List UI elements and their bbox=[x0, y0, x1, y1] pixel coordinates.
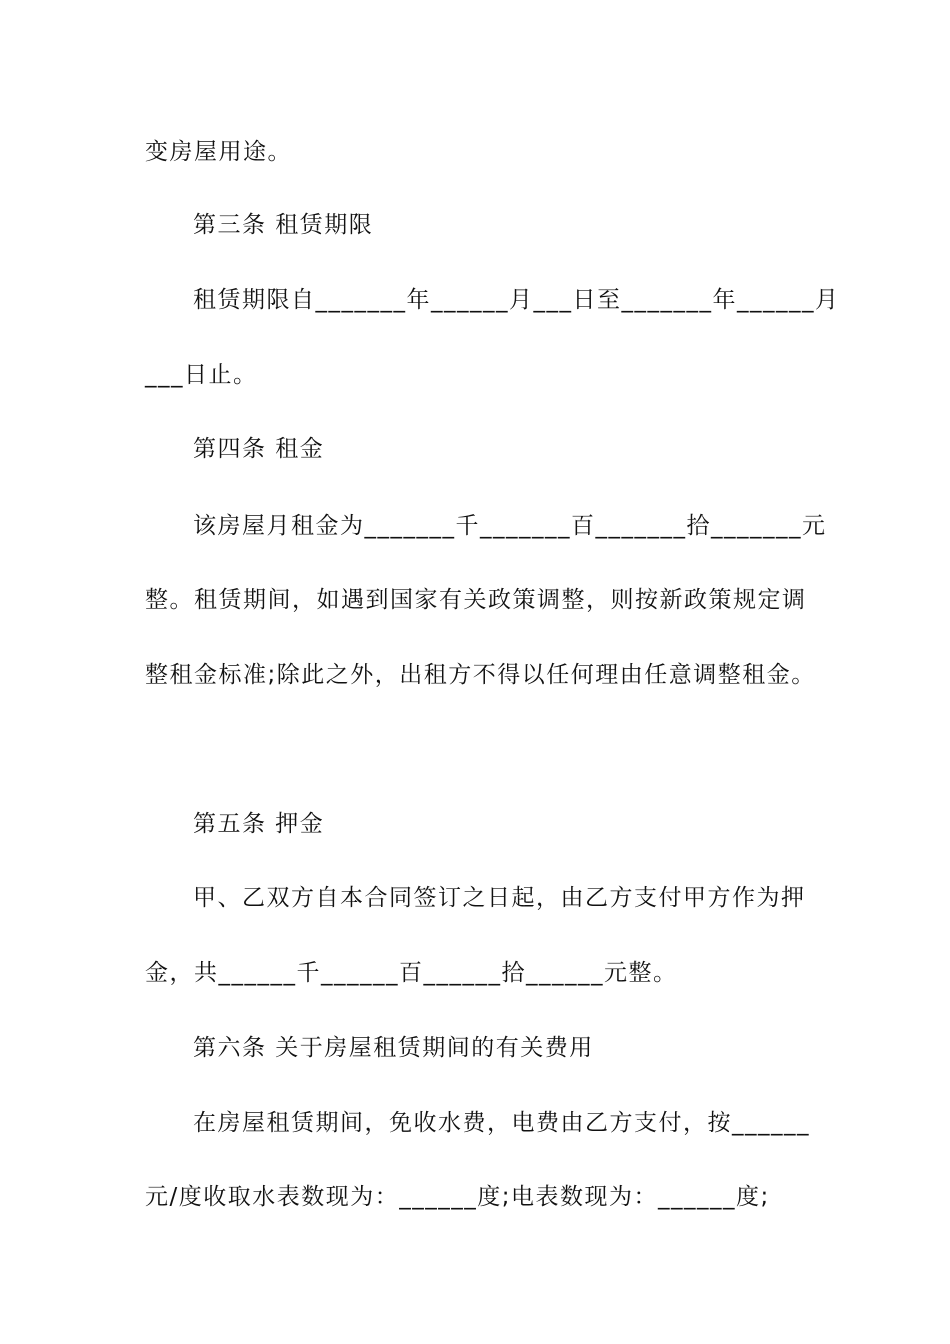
paragraph-line: 整租金标准;除此之外，出租方不得以任何理由任意调整租金。 bbox=[145, 662, 816, 688]
paragraph-line: 整。租赁期间，如遇到国家有关政策调整，则按新政策规定调 bbox=[145, 587, 807, 613]
article-heading-6: 第六条 关于房屋租赁期间的有关费用 bbox=[193, 1035, 594, 1061]
paragraph-line: 租赁期限自_______年______月___日至_______年______月 bbox=[193, 287, 840, 313]
paragraph-line: 该房屋月租金为_______千_______百_______拾_______元 bbox=[193, 513, 827, 539]
paragraph-line: 变房屋用途。 bbox=[145, 139, 292, 165]
article-heading-4: 第四条 租金 bbox=[193, 436, 325, 462]
article-heading-5: 第五条 押金 bbox=[193, 811, 325, 837]
paragraph-line: 元/度收取水表数现为：______度;电表数现为：______度; bbox=[145, 1184, 770, 1210]
paragraph-line: 甲、乙双方自本合同签订之日起，由乙方支付甲方作为押 bbox=[193, 885, 806, 911]
paragraph-line: ___日止。 bbox=[145, 362, 258, 388]
article-heading-3: 第三条 租赁期限 bbox=[193, 212, 374, 238]
paragraph-line: 在房屋租赁期间，免收水费，电费由乙方支付，按______ bbox=[193, 1110, 810, 1136]
paragraph-line: 金，共______千______百______拾______元整。 bbox=[145, 960, 678, 986]
